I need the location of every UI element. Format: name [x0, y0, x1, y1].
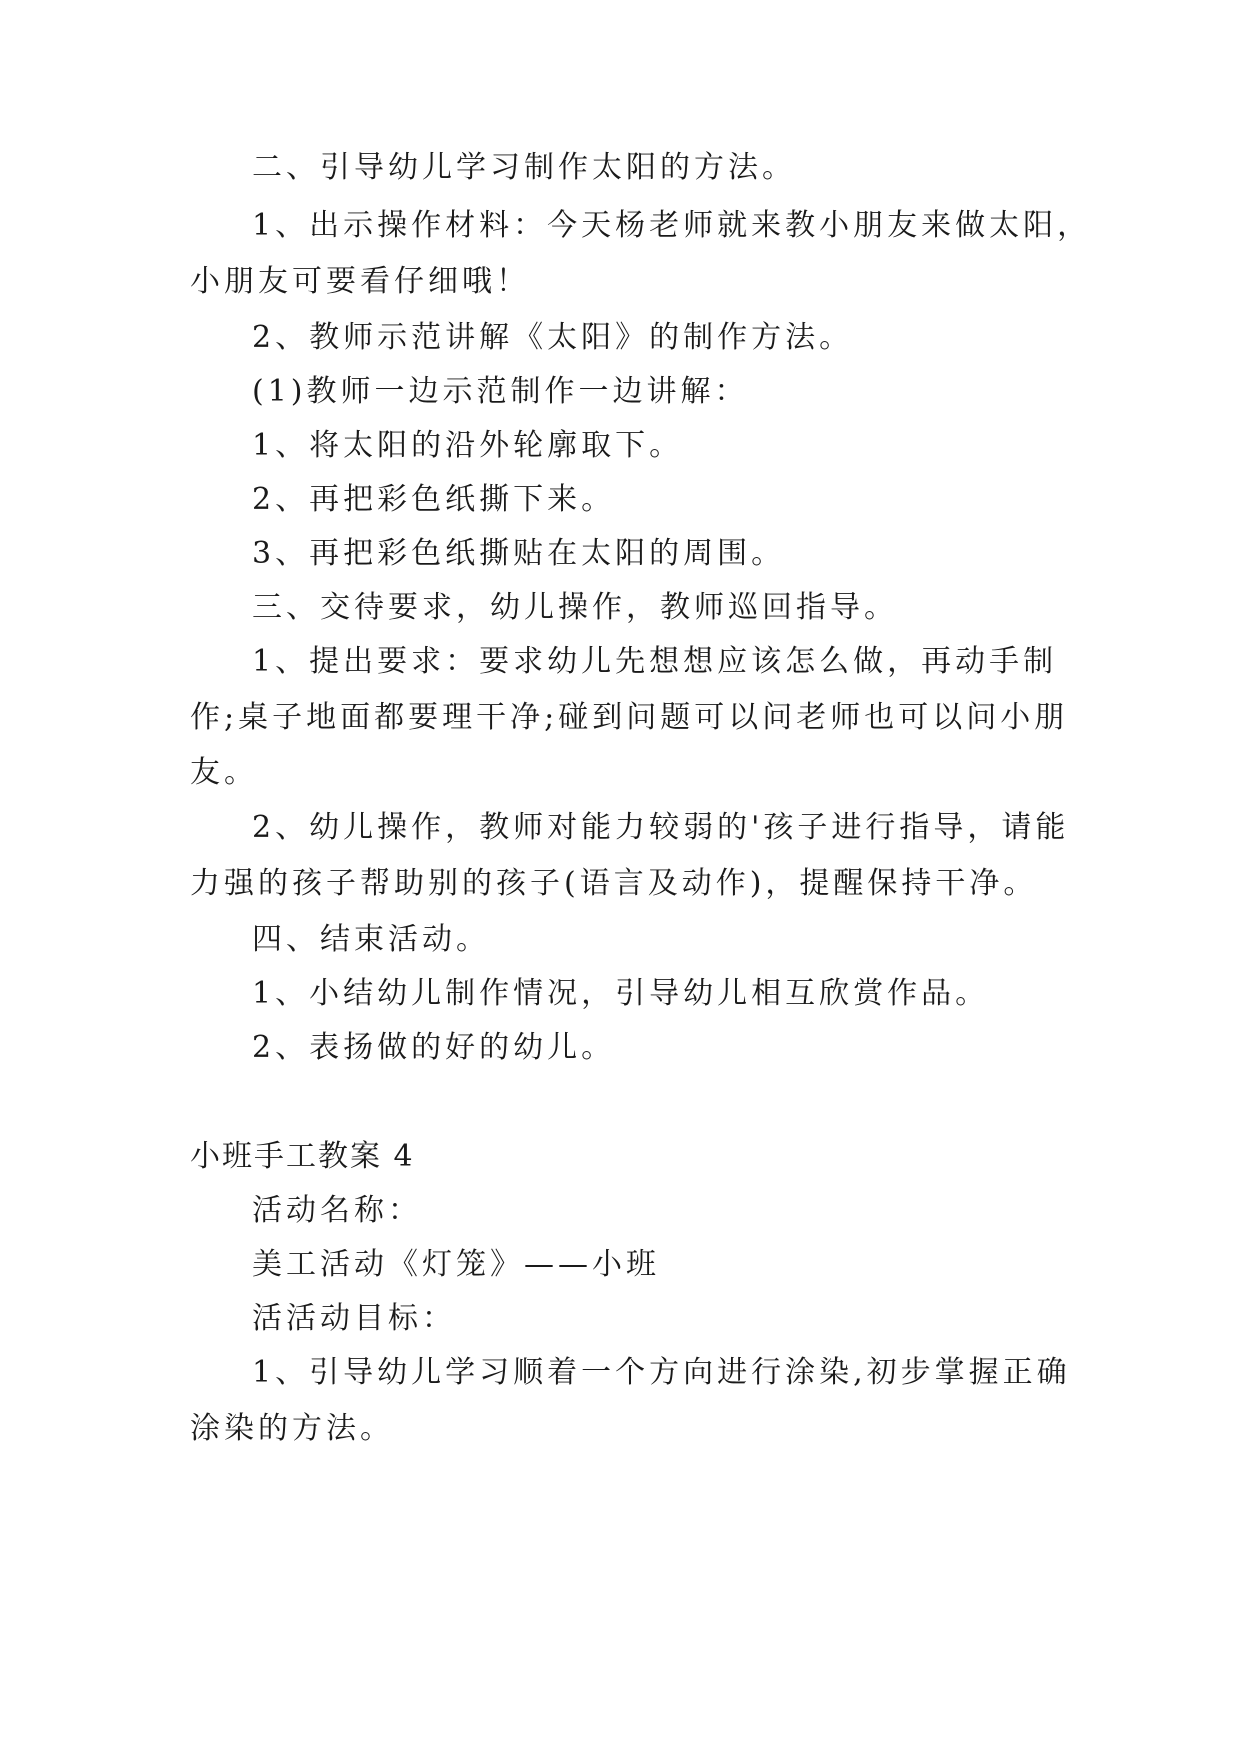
paragraph-line: 2、教师示范讲解《太阳》的制作方法。 [252, 320, 854, 355]
section-heading-2: 二、引导幼儿学习制作太阳的方法。 [252, 150, 796, 185]
paragraph-line: 小朋友可要看仔细哦！ [190, 264, 530, 299]
section-heading-3: 三、交待要求，幼儿操作，教师巡回指导。 [252, 590, 898, 625]
paragraph-line: 2、表扬做的好的幼儿。 [252, 1030, 616, 1065]
paragraph-line: 作;桌子地面都要理干净;碰到问题可以问老师也可以问小朋 [190, 700, 1069, 735]
paragraph-line: 涂染的方法。 [190, 1411, 394, 1446]
paragraph-line: 活动名称： [252, 1193, 422, 1228]
paragraph-line: (1)教师一边示范制作一边讲解： [252, 374, 749, 409]
paragraph-line: 3、再把彩色纸撕贴在太阳的周围。 [252, 536, 786, 571]
paragraph-line: 美工活动《灯笼》——小班 [252, 1247, 660, 1282]
section-heading-4: 四、结束活动。 [252, 922, 490, 957]
paragraph-line: 活活动目标： [252, 1301, 456, 1336]
paragraph-line: 1、提出要求：要求幼儿先想想应该怎么做，再动手制 [252, 644, 1058, 679]
paragraph-line: 2、幼儿操作，教师对能力较弱的'孩子进行指导，请能 [252, 810, 1070, 845]
lesson-title: 小班手工教案 4 [190, 1139, 415, 1174]
paragraph-line: 1、引导幼儿学习顺着一个方向进行涂染,初步掌握正确 [252, 1355, 1071, 1390]
paragraph-line: 1、小结幼儿制作情况，引导幼儿相互欣赏作品。 [252, 976, 990, 1011]
paragraph-line: 2、再把彩色纸撕下来。 [252, 482, 616, 517]
paragraph-line: 1、将太阳的沿外轮廓取下。 [252, 428, 684, 463]
paragraph-line: 力强的孩子帮助别的孩子(语言及动作)，提醒保持干净。 [190, 866, 1038, 901]
paragraph-line: 友。 [190, 755, 258, 790]
paragraph-line: 1、出示操作材料：今天杨老师就来教小朋友来做太阳， [252, 208, 1092, 243]
